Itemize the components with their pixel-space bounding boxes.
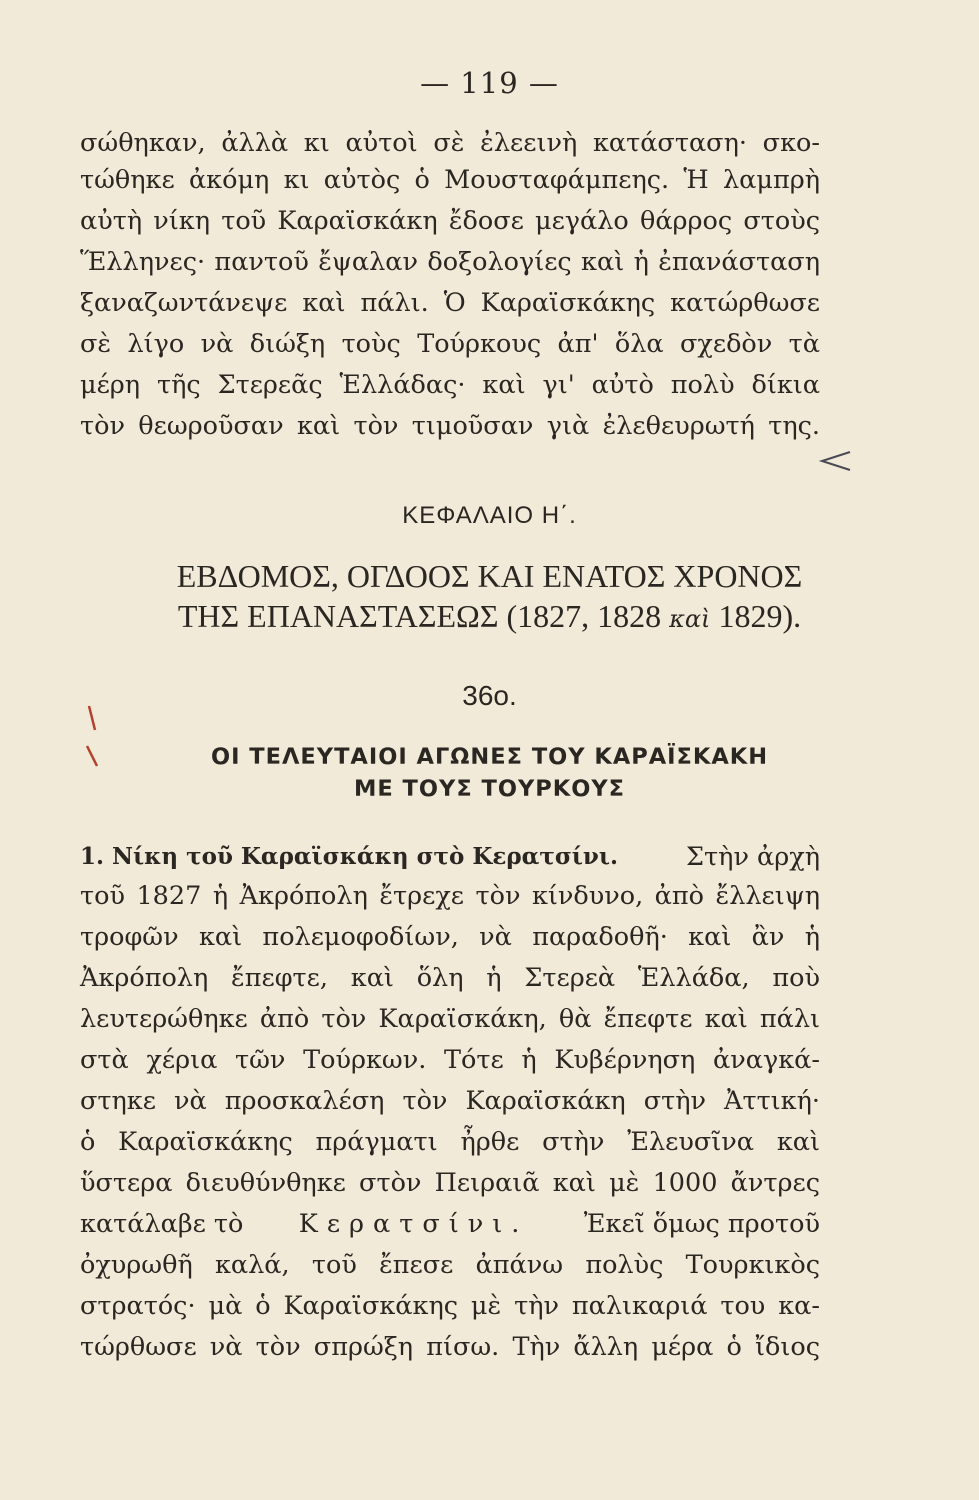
- text-line-start: κατάλαβε τὸ: [80, 1209, 244, 1239]
- text-line: τώρθωσε νὰ τὸν σπρώξη πίσω. Τὴν ἄλλη μέρα ὁ ἴδιος: [80, 1332, 820, 1362]
- text-line: τοῦ 1827 ἡ Ἀκρόπολη ἔτρεχε τὸν κίνδυνο, ἀπὸ ἔλλειψη: [80, 881, 820, 911]
- section-number: 36ο.: [462, 680, 517, 711]
- emphasized-place-name: Κερατσίνι.: [298, 1209, 529, 1239]
- text-line-end: Ἐκεῖ ὅμως προτοῦ: [583, 1209, 820, 1239]
- chapter-title-conjunction: καὶ: [669, 605, 711, 633]
- text-line: τροφῶν καὶ πολεμοφοδίων, νὰ παραδοθῆ· καὶ ἂν ἡ: [80, 922, 820, 952]
- chapter-title-line2: [0, 600, 979, 632]
- spaced-text-line: [80, 1209, 820, 1239]
- section-heading-line2: ΜΕ ΤΟΥΣ ΤΟΥΡΚΟΥΣ: [353, 776, 626, 802]
- text-line: ξαναζωντάνεψε καὶ πάλι. Ὁ Καραϊσκάκης κατώρθωσε: [80, 288, 820, 318]
- text-line: ὕστερα διευθύνθηκε στὸν Πειραιᾶ καὶ μὲ 1000 ἄντρες: [80, 1168, 820, 1198]
- text-line: τὸν θεωροῦσαν καὶ τὸν τιμοῦσαν γιὰ ἐλεθευρωτή της.: [80, 411, 820, 441]
- subsection-title: 1. Νίκη τοῦ Καραϊσκάκη στὸ Κερατσίνι.: [80, 843, 619, 870]
- subsection-first-line: [80, 842, 820, 872]
- text-line: ὀχυρωθῆ καλά, τοῦ ἔπεσε ἀπάνω πολὺς Τουρκικὸς: [80, 1250, 820, 1280]
- text-line: στρατός· μὰ ὁ Καραϊσκάκης μὲ τὴν παλικαριά του κα-: [80, 1291, 820, 1321]
- pencil-arrow-mark: [818, 448, 852, 474]
- text-line: στὰ χέρια τῶν Τούρκων. Τότε ἡ Κυβέρνηση ἀναγκά-: [80, 1045, 820, 1075]
- text-line: σώθηκαν, ἀλλὰ κι αὐτοὶ σὲ ἐλεεινὴ κατάσταση· σκο-: [80, 128, 820, 158]
- section-heading-line1: ΟΙ ΤΕΛΕΥΤΑΙΟΙ ΑΓΩΝΕΣ ΤΟΥ ΚΑΡΑΪΣΚΑΚΗ: [210, 744, 769, 770]
- text-line: Ἀκρόπολη ἔπεφτε, καὶ ὅλη ἡ Στερεὰ Ἑλλάδα, ποὺ: [80, 963, 820, 993]
- text-line-rest: Στὴν ἀρχὴ: [686, 842, 820, 872]
- chapter-label: ΚΕΦΑΛΑΙΟ Η΄.: [402, 502, 577, 529]
- text-line: τώθηκε ἀκόμη κι αὐτὸς ὁ Μουσταφάμπεης. Ἡ λαμπρὴ: [80, 165, 820, 195]
- chapter-title-years-end: 1829).: [710, 598, 802, 634]
- text-line: αὐτὴ νίκη τοῦ Καραϊσκάκη ἔδοσε μεγάλο θάρρος στοὺς: [80, 206, 820, 236]
- text-line: λευτερώθηκε ἀπὸ τὸν Καραϊσκάκη, θὰ ἔπεφτε καὶ πάλι: [80, 1004, 820, 1034]
- text-line: σὲ λίγο νὰ διώξη τοὺς Τούρκους ἀπ' ὅλα σχεδὸν τὰ: [80, 329, 820, 359]
- text-line: στηκε νὰ προσκαλέση τὸν Καραϊσκάκη στὴν Ἀττική·: [80, 1086, 820, 1116]
- page-number: — 119 —: [420, 66, 559, 100]
- chapter-title-text: ΤΗΣ ΕΠΑΝΑΣΤΑΣΕΩΣ (1827, 1828: [177, 598, 670, 634]
- text-line: Ἕλληνες· παντοῦ ἔψαλαν δοξολογίες καὶ ἡ ἐπανάσταση: [80, 247, 820, 277]
- text-line: ὁ Καραϊσκάκης πράγματι ἦρθε στὴν Ἐλευσῖνα καὶ: [80, 1127, 820, 1157]
- text-line: μέρη τῆς Στερεᾶς Ἑλλάδας· καὶ γι' αὐτὸ πολὺ δίκια: [80, 370, 820, 400]
- chapter-title-line1: ΕΒΔΟΜΟΣ, ΟΓΔΟΟΣ ΚΑΙ ΕΝΑΤΟΣ ΧΡΟΝΟΣ: [176, 558, 803, 594]
